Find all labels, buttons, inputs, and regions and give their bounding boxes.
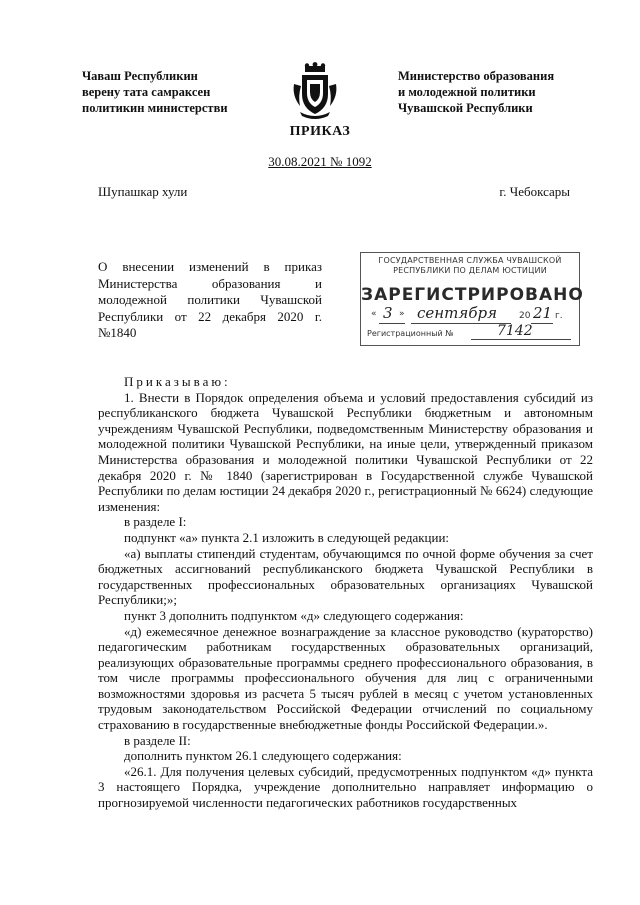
header-left-line-1: Чаваш Республикин xyxy=(82,69,198,83)
paragraph-3: подпункт «а» пункта 2.1 изложить в следующей редакции: xyxy=(124,529,450,545)
header-right-line-2: и молодежной политики xyxy=(398,85,536,99)
place-chuvash: Шупашкар хули xyxy=(98,184,188,199)
header-right-line-1: Министерство образования xyxy=(398,69,555,83)
stamp-line-1: ГОСУДАРСТВЕННАЯ СЛУЖБА ЧУВАШСКОЙ xyxy=(378,256,562,265)
header-left-line-3: политикин министерстви xyxy=(82,101,228,115)
paragraph-9: «26.1. Для получения целевых субсидий, предусмотренных подпунктом «д» пункта 3 настоящего Порядка, учреждение дополнительно направляет информацию о прогнозируемой численности педагогических работников государственных xyxy=(98,763,593,811)
paragraph-2: в разделе I: xyxy=(124,514,187,530)
paragraph-8: дополнить пунктом 26.1 следующего содержания: xyxy=(124,748,402,764)
document-body xyxy=(98,374,593,811)
document-date-number xyxy=(0,154,640,170)
stamp-line-2: РЕСПУБЛИКИ ПО ДЕЛАМ ЮСТИЦИИ xyxy=(393,266,547,275)
stamp-quote-close: » xyxy=(399,309,405,319)
stamp-year-prefix: 20 xyxy=(519,311,531,321)
date-number-text: 30.08.2021 № 1092 xyxy=(268,154,372,169)
stamp-day: 3 xyxy=(383,304,393,322)
order-word: Приказываю: xyxy=(124,374,231,389)
header-left-line-2: верену тата самраксен xyxy=(82,85,211,99)
header-right-line-3: Чувашской Республики xyxy=(398,101,533,115)
stamp-month: сентября xyxy=(417,304,498,322)
header-ministry-name xyxy=(398,68,598,116)
paragraph-5: пункт 3 дополнить подпунктом «д» следующего содержания: xyxy=(124,607,464,623)
stamp-year-end: г. xyxy=(555,311,563,321)
place-russian: г. Чебоксары xyxy=(499,184,570,199)
chuvash-republic-emblem-icon xyxy=(290,62,340,120)
paragraph-6: «д) ежемесячное денежное вознаграждение за классное руководство (кураторство) педагогическим работникам государственных образовательных организаций, реализующих образовательные программы среднего профессионального образования, в том числе программы профессионального обучения для лиц с ограниченными возможностями здоровья из расчета 5 тысяч рублей в месяц с учетом установленных трудовым законодательством Российской Федерации отчислений по социальному страхованию в государственные внебюджетные фонды Российской Федерации.». xyxy=(98,623,593,733)
stamp-reg-number: 7142 xyxy=(497,323,533,339)
paragraph-1: 1. Внести в Порядок определения объема и условий предоставления субсидий из республиканского бюджета Чувашской Республики бюджетным и автономным учреждениям Чувашской Республики, подведомственным Министерству образования и молодежной политики Чувашской Республики, на иные цели, утвержденный приказом Министерства образования и молодежной политики Чувашской Республики от 22 декабря 2020 г. № 1840 (зарегистрирован в Государственной службе Чувашской Республики по делам юстиции 24 декабря 2020 г., регистрационный № 6624) следующие изменения: xyxy=(98,389,593,514)
stamp-date-line xyxy=(369,304,574,325)
stamp-year-suffix: 21 xyxy=(533,304,553,322)
stamp-reg-label: Регистрационный № xyxy=(367,329,454,338)
document-subject: О внесении изменений в приказ Министерства образования и молодежной политики Чувашской Республики от 22 декабря 2020 г. №1840 xyxy=(98,259,322,340)
header-chuvash-ministry-name xyxy=(82,68,272,116)
stamp-registration-line xyxy=(367,323,575,339)
registration-stamp xyxy=(360,252,584,346)
document-title: ПРИКАЗ xyxy=(289,124,351,139)
paragraph-4: «а) выплаты стипендий студентам, обучающимся по очной форме обучения за счет бюджетных ассигнований республиканского бюджета Чувашской Республики в государственных профессиональных образовательных организациях Чувашской Республики;»; xyxy=(98,545,593,608)
paragraph-7: в разделе II: xyxy=(124,732,191,748)
stamp-quote-open: « xyxy=(371,309,377,319)
stamp-registered: ЗАРЕГИСТРИРОВАНО xyxy=(361,285,584,305)
